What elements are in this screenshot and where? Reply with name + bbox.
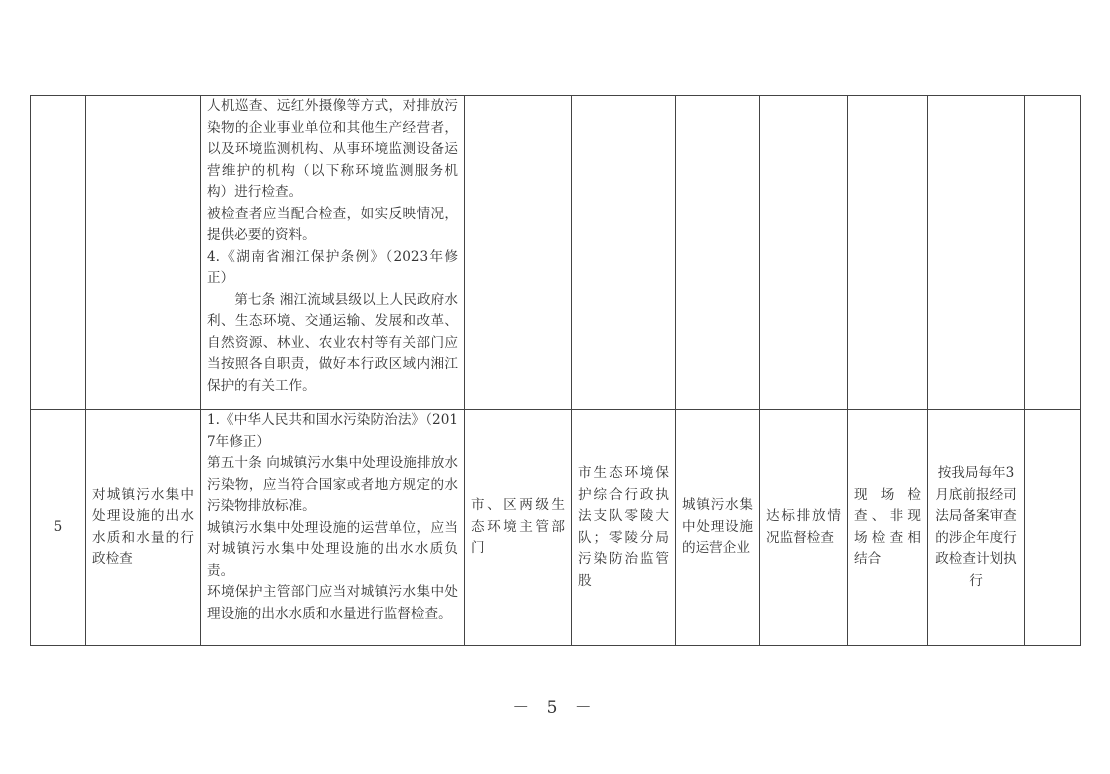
basis-paragraph: 被检查者应当配合检查，如实反映情况，提供必要的资料。: [207, 205, 458, 243]
cell-method: [848, 96, 928, 410]
cell-subject: [465, 96, 572, 410]
cell-frequency: 按我局每年3月底前报经司法局备案审查的涉企年度行政检查计划执行: [928, 410, 1025, 646]
basis-paragraph: 城镇污水集中处理设施的运营单位，应当对城镇污水集中处理设施的出水水质负责。: [207, 519, 458, 579]
cell-content: 达标排放情况监督检查: [760, 410, 848, 646]
cell-no: 5: [31, 410, 86, 646]
basis-paragraph: 1.《中华人民共和国水污染防治法》（2017年修正）: [207, 412, 458, 450]
cell-implementer: 市生态环境保护综合行政执法支队零陵大队；零陵分局污染防治监管股: [572, 410, 676, 646]
table-row-5: [31, 410, 1081, 646]
cell-frequency: [928, 96, 1025, 410]
cell-item: [86, 96, 201, 410]
cell-implementer: [572, 96, 676, 410]
cell-subject: 市、区两级生态环境主管部门: [465, 410, 572, 646]
basis-paragraph: 人机巡查、远红外摄像等方式，对排放污染物的企业事业单位和其他生产经营者，以及环境监测机构、从事环境监测设备运营维护的机构（以下称环境监测服务机构）进行检查。: [207, 98, 458, 200]
inspection-table: [30, 95, 1081, 646]
basis-paragraph: 环境保护主管部门应当对城镇污水集中处理设施的出水水质和水量进行监督检查。: [207, 584, 458, 622]
cell-item: 对城镇污水集中处理设施的出水水质和水量的行政检查: [86, 410, 201, 646]
basis-paragraph: 4.《湖南省湘江保护条例》（2023年修正）: [207, 248, 458, 286]
cell-remark: [1025, 410, 1081, 646]
cell-content: [760, 96, 848, 410]
cell-object: [676, 96, 760, 410]
cell-no: [31, 96, 86, 410]
basis-paragraph: 第七条 湘江流域县级以上人民政府水利、生态环境、交通运输、发展和改革、自然资源、林业、农业农村等有关部门应当按照各自职责，做好本行政区域内湘江保护的有关工作。: [207, 291, 458, 394]
cell-method: 现场检查、非现场检查相结合: [848, 410, 928, 646]
cell-object: 城镇污水集中处理设施的运营企业: [676, 410, 760, 646]
page-number: － 5 －: [512, 698, 598, 718]
cell-remark: [1025, 96, 1081, 410]
cell-basis: [201, 96, 465, 410]
table-row-continued: [31, 96, 1081, 410]
basis-paragraph: 第五十条 向城镇污水集中处理设施排放水污染物，应当符合国家或者地方规定的水污染物排放标准。: [207, 455, 458, 514]
cell-basis: [201, 410, 465, 646]
